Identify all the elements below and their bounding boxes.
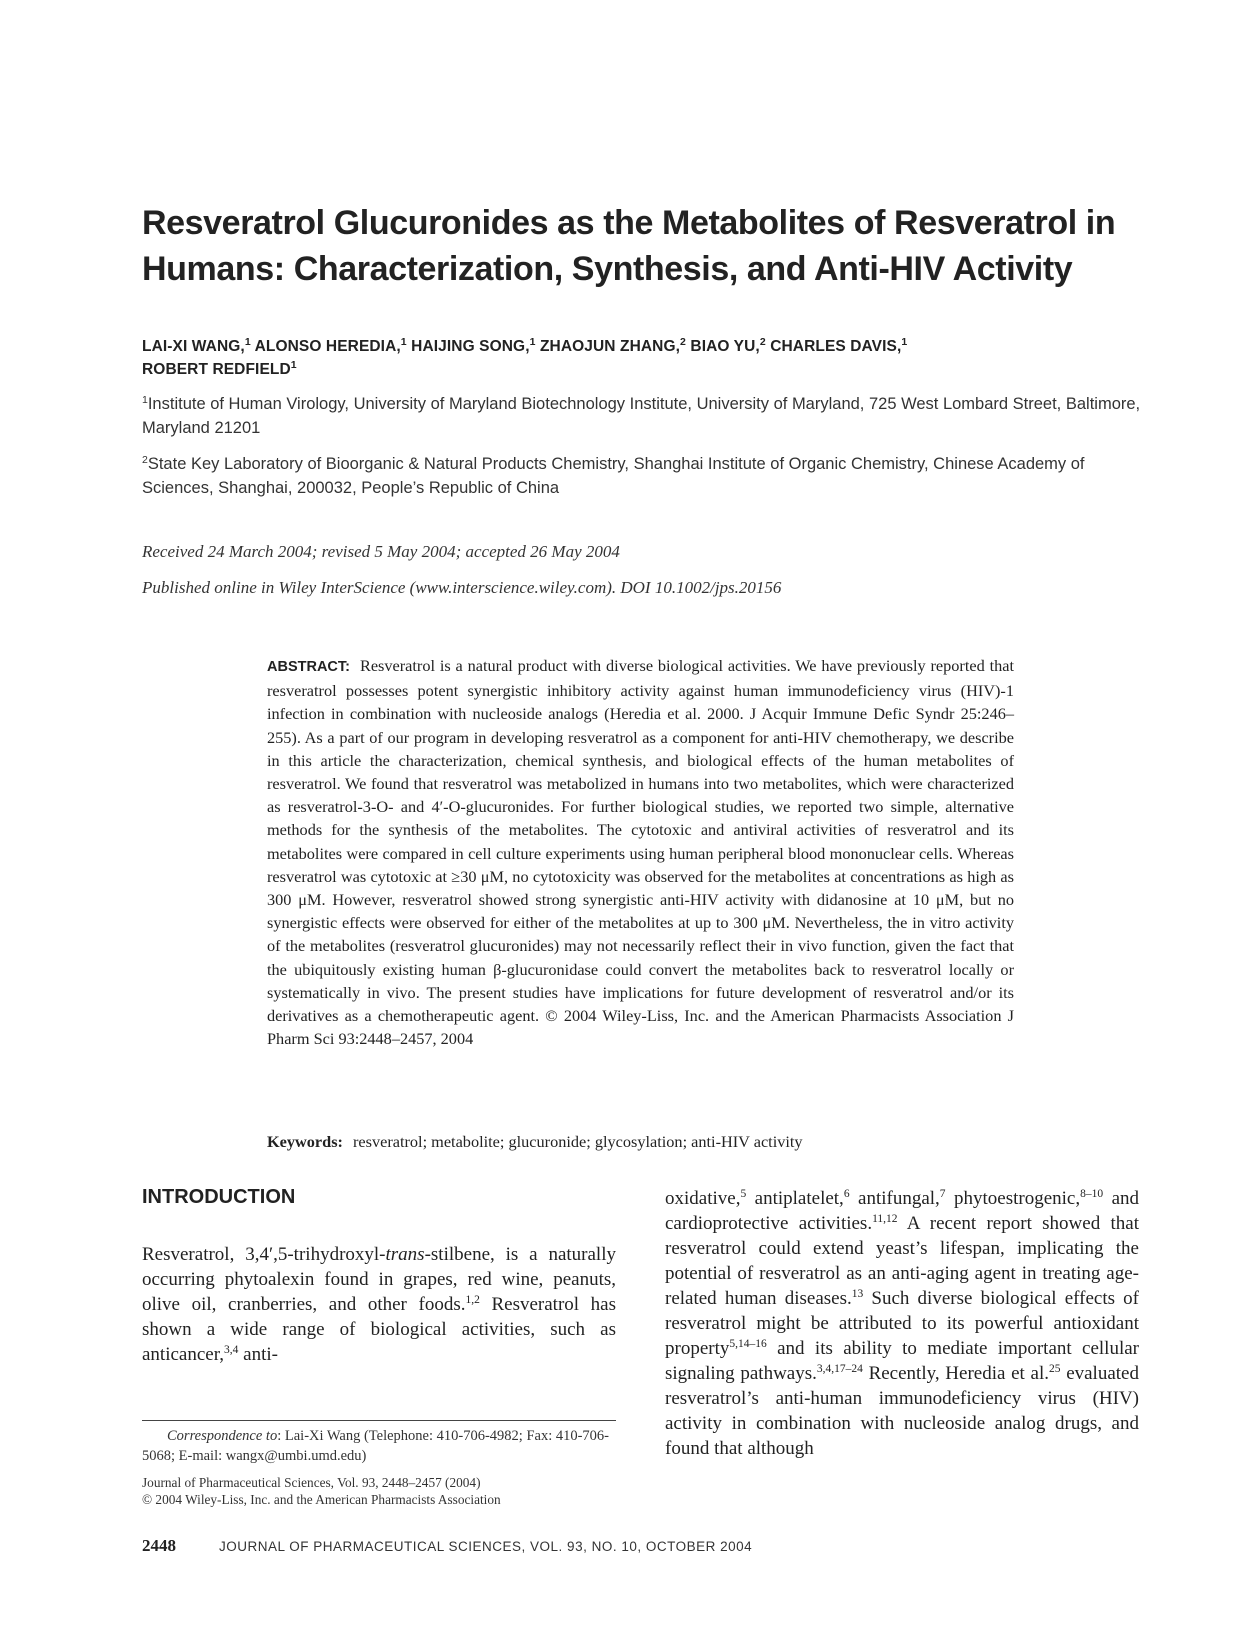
author-affiliation-mark: 1 [244, 336, 251, 348]
citation-ref: 11,12 [872, 1213, 898, 1225]
author-affiliation-mark: 1 [400, 336, 407, 348]
affiliation-text: Institute of Human Virology, University of Maryland Biotechnology Institute, University of Maryland, 725 West Lombard Street, Baltimore, Maryland 21201 [142, 395, 1141, 437]
author-list [142, 335, 1142, 381]
author-affiliation-mark: 1 [529, 336, 536, 348]
author-name: BIAO YU, [690, 338, 760, 355]
journal-citation-footnote [142, 1474, 616, 1508]
abstract-copyright: © 2004 Wiley-Liss, Inc. and the American Pharmacists Association J Pharm Sci 93:2448–2457, 2004 [267, 1006, 1014, 1049]
abstract-text: Resveratrol is a natural product with diverse biological activities. We have previously reported that resveratrol possesses potent synergistic inhibitory activity against human immunodeficiency virus (HIV)-1 infection in combination with nucleoside analogs (Heredia et al. 2000. J Acquir Immune Defic Syndr 25:246–255). As a part of our program in developing resveratrol as a component for anti-HIV chemotherapy, we describe in this article the characterization, chemical synthesis, and biological effects of the human metabolites of resveratrol. We found that resveratrol was metabolized in humans into two metabolites, which were characterized as resveratrol-3-O- and 4′-O-glucuronides. For further biological studies, we reported two simple, alternative methods for the synthesis of the metabolites. The cytotoxic and antiviral activities of resveratrol and its metabolites were compared in cell culture experiments using human peripheral blood mononuclear cells. Whereas resveratrol was cytotoxic at ≥30 μM, no cytotoxicity was observed for the metabolites at concentrations as high as 300 μM. However, resveratrol showed strong synergistic anti-HIV activity with didanosine at 10 μM, but no synergistic effects were observed for either of the metabolites at up to 300 μM. Nevertheless, the in vitro activity of the metabolites (resveratrol glucuronides) may not necessarily reflect their in vivo function, given the fact that the ubiquitously existing human β-glucuronidase could convert the metabolites back to resveratrol locally or systematically in vivo. The present studies have implications for future development of resveratrol and/or its derivatives as a chemotherapeutic agent. [267, 656, 1014, 1026]
running-footer: JOURNAL OF PHARMACEUTICAL SCIENCES, VOL. 93, NO. 10, OCTOBER 2004 [219, 1539, 753, 1554]
intro-paragraph-left [142, 1242, 616, 1367]
citation-ref: 8–10 [1080, 1188, 1104, 1200]
citation-ref: 5 [740, 1188, 747, 1200]
author-name: ALONSO HEREDIA, [254, 338, 401, 355]
article-title: Resveratrol Glucuronides as the Metabolites of Resveratrol in Humans: Characterization, Synthesis, and Anti-HIV Activity [142, 204, 1116, 288]
intro-text: oxidative, [665, 1188, 741, 1209]
author-name: ROBERT REDFIELD [142, 361, 291, 378]
intro-text: A recent report showed that resveratrol could extend yeast’s lifespan, implicating the potential of resveratrol as an anti-aging agent in treating age-related human diseases. [665, 1213, 1139, 1309]
intro-text: Such diverse biological effects of resveratrol might be attributed to its powerful antioxidant property [665, 1288, 1139, 1359]
intro-text: -stilbene, is a naturally occurring phytoalexin found in grapes, red wine, peanuts, olive oil, cranberries, and other foods. [142, 1244, 616, 1315]
citation-ref: 1,2 [465, 1294, 480, 1306]
author-affiliation-mark: 2 [759, 336, 766, 348]
citation-ref: 3,4,17–24 [816, 1363, 863, 1375]
author-affiliation-mark: 2 [680, 336, 686, 348]
citation-ref: 6 [843, 1188, 850, 1200]
footnote-divider [142, 1420, 616, 1421]
author-name: ZHAOJUN ZHANG, [539, 338, 681, 355]
correspondence-footnote [142, 1426, 616, 1466]
affiliation-text: State Key Laboratory of Bioorganic & Natural Products Chemistry, Shanghai Institute of Organic Chemistry, Chinese Academy of Sciences, Shanghai, 200032, People’s Republic of China [142, 455, 1085, 497]
intro-text: Resveratrol, 3,4′,5-trihydroxyl- [142, 1244, 386, 1265]
intro-text: and its ability to mediate important cellular signaling pathways. [665, 1338, 1139, 1384]
intro-text: phytoestrogenic, [945, 1188, 1081, 1209]
citation-ref: 7 [939, 1188, 946, 1200]
affiliation-2 [142, 452, 1142, 500]
section-heading-introduction: INTRODUCTION [142, 1186, 296, 1208]
journal-copyright-line: © 2004 Wiley-Liss, Inc. and the American Pharmacists Association [142, 1492, 501, 1507]
intro-text: antiplatelet, [746, 1188, 844, 1209]
intro-text: and cardioprotective activities. [665, 1188, 1139, 1234]
abstract-label: ABSTRACT: [267, 659, 350, 675]
intro-text: antifungal, [849, 1188, 940, 1209]
abstract [267, 654, 1014, 1050]
citation-ref: 3,4 [224, 1344, 239, 1356]
citation-ref: 5,14–16 [729, 1338, 767, 1350]
intro-text: Resveratrol has shown a wide range of biological activities, such as anticancer, [142, 1294, 617, 1365]
keywords [267, 1130, 1027, 1153]
intro-italic-text: trans [385, 1244, 425, 1265]
author-name: LAI-XI WANG, [142, 338, 245, 355]
author-name: CHARLES DAVIS, [770, 338, 902, 355]
citation-ref: 25 [1049, 1363, 1061, 1375]
affiliation-number: 2 [142, 454, 148, 466]
keywords-label: Keywords: [267, 1132, 343, 1151]
intro-text: Recently, Heredia et al. [862, 1363, 1049, 1384]
affiliation-number: 1 [142, 394, 148, 406]
affiliation-1 [142, 392, 1142, 440]
keywords-text: resveratrol; metabolite; glucuronide; glycosylation; anti-HIV activity [352, 1132, 803, 1151]
correspondence-text: : Lai-Xi Wang (Telephone: 410-706-4982; Fax: 410-706-5068; E-mail: wangx@umbi.umd.edu) [142, 1428, 610, 1464]
intro-text: evaluated resveratrol’s anti-human immunodeficiency virus (HIV) activity in combination with nucleoside analog drugs, and found that although [665, 1363, 1139, 1459]
intro-text: anti- [238, 1344, 278, 1365]
correspondence-label: Correspondence to [167, 1428, 278, 1444]
intro-paragraph-right [665, 1186, 1139, 1461]
citation-ref: 13 [851, 1288, 864, 1300]
published-online-line: Published online in Wiley InterScience (www.interscience.wiley.com). DOI 10.1002/jps.20156 [142, 578, 782, 597]
author-name: HAIJING SONG, [411, 338, 530, 355]
author-affiliation-mark: 1 [901, 336, 908, 348]
received-dates: Received 24 March 2004; revised 5 May 2004; accepted 26 May 2004 [142, 542, 620, 561]
journal-citation-line: Journal of Pharmaceutical Sciences, Vol. 93, 2448–2457 (2004) [142, 1475, 481, 1490]
page-number: 2448 [142, 1536, 176, 1555]
author-affiliation-mark: 1 [290, 359, 297, 371]
